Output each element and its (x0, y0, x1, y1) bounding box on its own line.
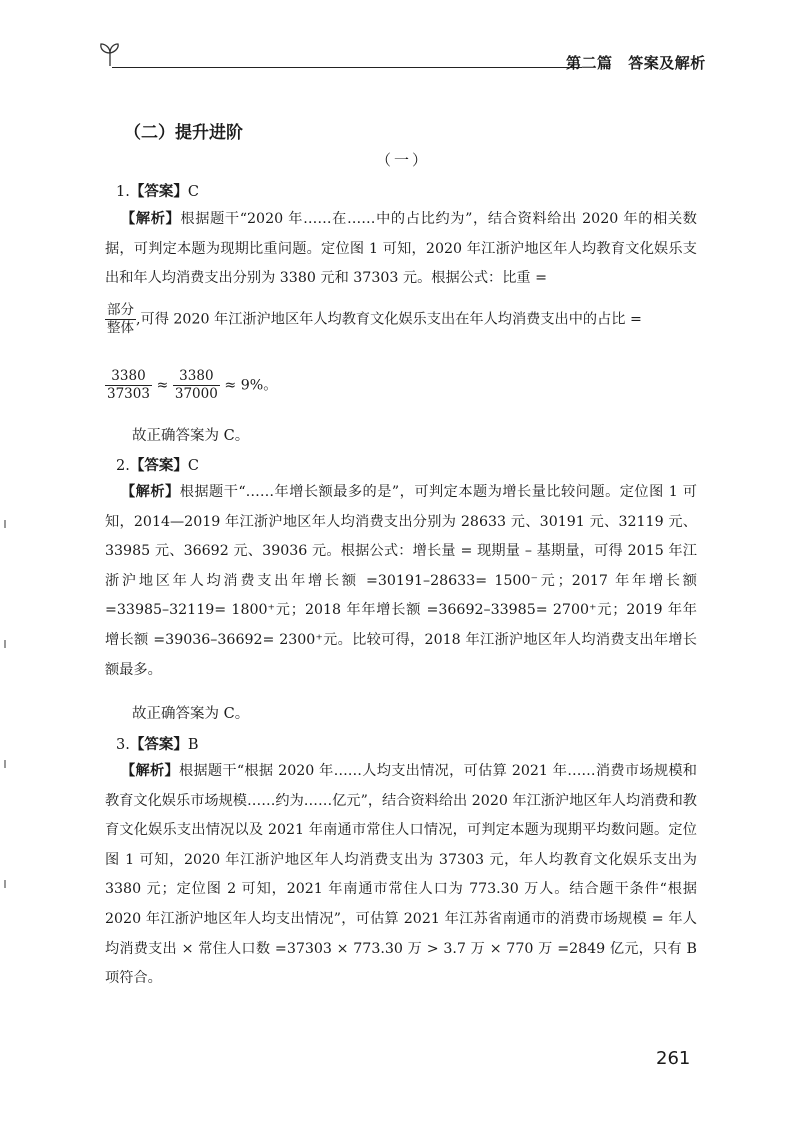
calc-f1-num: 3380 (105, 368, 152, 386)
q3-number: 3. (116, 737, 130, 753)
q2-analysis-tag: 【解析】 (121, 484, 180, 500)
calc-f1-den: 37303 (107, 386, 150, 402)
q3-answer-tag: 【答案】 (129, 737, 188, 753)
binding-mark (4, 520, 6, 528)
q1-answer-value: C (187, 184, 199, 200)
binding-mark (4, 640, 6, 648)
q1-formula-text: ,可得 2020 年江浙沪地区年人均教育文化娱乐支出在年人均消费支出中的占比 = (136, 311, 642, 328)
ratio-fraction (105, 302, 136, 337)
q2-answer-tag: 【答案】 (129, 458, 188, 474)
q2-answer-value: C (187, 458, 199, 474)
q2-conclusion: 故正确答案为 C。 (132, 706, 250, 722)
q1-formula-line (105, 302, 642, 337)
ratio-denominator: 整体 (107, 320, 134, 336)
calc-fraction-1 (105, 368, 152, 403)
calc-f2-den: 37000 (174, 386, 218, 402)
q3-answer (116, 733, 199, 754)
q3-analysis-tag: 【解析】 (121, 763, 179, 779)
running-header (566, 52, 706, 73)
sprout-icon (96, 40, 124, 68)
header-section: 答案及解析 (628, 54, 706, 72)
q1-answer (116, 180, 199, 201)
header-part: 第二篇 (566, 54, 613, 72)
sub-title: （一） (376, 151, 431, 169)
binding-mark (4, 880, 6, 888)
q3-analysis-text: 根据题干“根据 2020 年……人均支出情况，可估算 2021 年……消费市场规模和教育文化娱乐市场规模……约为……亿元”，结合资料给出 2020 年江浙沪地区年人均消费和教育文化娱乐支出情况以及 2021 年南通市常住人口情况，可判定本题为现期平均数问题。定位图 1 可知，2020 年江浙沪地区年人均消费支出为 37303 元，年人均教育文化娱乐支出为 3380 元；定位图 2 可知，2021 年南通市常住人口为 773.30 万人。结合题干条件“根据 2020 年江浙沪地区年人均支出情况”，可估算 2021 年江苏省南通市的消费市场规模 = 年人均消费支出 × 常住人口数 =37303 × 773.30 万 > 3.7 万 × 770 万 =2849 亿元，只有 B 项符合。 (105, 763, 697, 987)
q2-answer (116, 454, 199, 475)
q1-analysis-text: 根据题干“2020 年……在……中的占比约为”，结合资料给出 2020 年的相关数据，可判定本题为现期比重问题。定位图 1 可知，2020 年江浙沪地区年人均教育文化娱乐支出和年人均消费支出分别为 3380 元和 37303 元。根据公式：比重 = (105, 211, 697, 287)
q1-analysis (105, 205, 697, 294)
q3-analysis (105, 757, 697, 994)
q3-answer-value: B (187, 737, 199, 753)
q1-answer-tag: 【答案】 (129, 184, 188, 200)
calc-f2-num: 3380 (173, 368, 220, 386)
q1-conclusion: 故正确答案为 C。 (132, 428, 250, 444)
header-rule (112, 67, 582, 68)
q2-analysis (105, 478, 697, 685)
ratio-numerator: 部分 (107, 302, 134, 318)
binding-mark (4, 760, 6, 768)
page-number: 261 (656, 1048, 691, 1069)
q2-number: 2. (116, 458, 130, 474)
section-title: （二）提升进阶 (124, 123, 243, 143)
calc-result: ≈ 9%。 (224, 377, 278, 394)
approx-sign: ≈ (156, 377, 169, 394)
calc-fraction-2 (173, 368, 220, 403)
q2-analysis-text: 根据题干“……年增长额最多的是”，可判定本题为增长量比较问题。定位图 1 可知，2014—2019 年江浙沪地区年人均消费支出分别为 28633 元、30191 元、32119 元、33985 元、36692 元、39036 元。根据公式：增长量 = 现期量 – 基期量，可得 2015 年江浙沪地区年人均消费支出年增长额 =30191–28633= 1500⁻元；2017 年年增长额 =33985–32119= 1800⁺元；2018 年年增长额 =36692–33985= 2700⁺元；2019 年年增长额 =39036–36692= 2300⁺元。比较可得，2018 年江浙沪地区年人均消费支出年增长额最多。 (105, 484, 697, 678)
q1-analysis-tag: 【解析】 (121, 211, 181, 227)
q1-calculation (105, 368, 277, 403)
q1-number: 1. (116, 184, 130, 200)
